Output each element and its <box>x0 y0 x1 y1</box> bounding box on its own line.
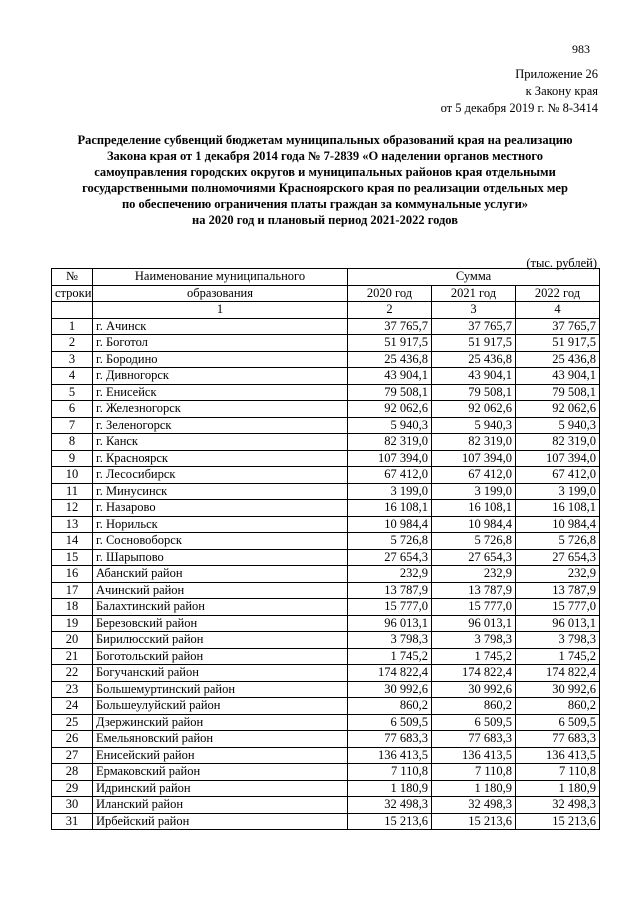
row-value-2021: 10 984,4 <box>432 516 516 533</box>
row-value-2021: 6 509,5 <box>432 714 516 731</box>
row-value-2022: 32 498,3 <box>516 797 600 814</box>
row-value-2021: 67 412,0 <box>432 467 516 484</box>
table-row <box>52 632 600 649</box>
table-row <box>52 615 600 632</box>
row-value-2020: 107 394,0 <box>348 450 432 467</box>
row-value-2021: 3 199,0 <box>432 483 516 500</box>
row-value-2022: 15 777,0 <box>516 599 600 616</box>
row-value-2020: 30 992,6 <box>348 681 432 698</box>
page-number: 983 <box>572 42 590 56</box>
row-municipality-name: Дзержинский район <box>93 714 348 731</box>
row-number: 28 <box>52 764 93 781</box>
row-value-2021: 96 013,1 <box>432 615 516 632</box>
row-value-2020: 15 777,0 <box>348 599 432 616</box>
row-value-2020: 15 213,6 <box>348 813 432 830</box>
row-value-2021: 32 498,3 <box>432 797 516 814</box>
table-row <box>52 813 600 830</box>
row-number: 25 <box>52 714 93 731</box>
row-municipality-name: Березовский район <box>93 615 348 632</box>
row-value-2020: 43 904,1 <box>348 368 432 385</box>
row-municipality-name: Большеулуйский район <box>93 698 348 715</box>
row-municipality-name: Иланский район <box>93 797 348 814</box>
row-number: 22 <box>52 665 93 682</box>
title-line: на 2020 год и плановый период 2021-2022 годов <box>192 213 458 227</box>
row-value-2021: 860,2 <box>432 698 516 715</box>
table-row <box>52 483 600 500</box>
row-municipality-name: Ачинский район <box>93 582 348 599</box>
row-value-2020: 67 412,0 <box>348 467 432 484</box>
row-number: 20 <box>52 632 93 649</box>
row-value-2021: 51 917,5 <box>432 335 516 352</box>
row-value-2020: 1 180,9 <box>348 780 432 797</box>
row-number: 7 <box>52 417 93 434</box>
row-value-2021: 15 777,0 <box>432 599 516 616</box>
row-value-2022: 96 013,1 <box>516 615 600 632</box>
row-value-2022: 10 984,4 <box>516 516 600 533</box>
row-municipality-name: г. Енисейск <box>93 384 348 401</box>
row-number: 29 <box>52 780 93 797</box>
table-row <box>52 797 600 814</box>
row-value-2022: 51 917,5 <box>516 335 600 352</box>
col-header-year-2022: 2022 год <box>516 285 600 302</box>
row-number: 13 <box>52 516 93 533</box>
row-value-2022: 6 509,5 <box>516 714 600 731</box>
row-municipality-name: г. Норильск <box>93 516 348 533</box>
row-value-2022: 15 213,6 <box>516 813 600 830</box>
title-line: самоуправления городских округов и муниципальных районов края отдельными <box>94 165 556 179</box>
row-value-2020: 82 319,0 <box>348 434 432 451</box>
row-number: 17 <box>52 582 93 599</box>
row-value-2022: 30 992,6 <box>516 681 600 698</box>
row-value-2022: 82 319,0 <box>516 434 600 451</box>
appendix-title: Приложение 26 <box>515 67 598 81</box>
row-municipality-name: г. Боготол <box>93 335 348 352</box>
row-value-2022: 232,9 <box>516 566 600 583</box>
row-number: 12 <box>52 500 93 517</box>
row-value-2022: 3 798,3 <box>516 632 600 649</box>
table-row <box>52 351 600 368</box>
row-value-2022: 7 110,8 <box>516 764 600 781</box>
row-value-2021: 79 508,1 <box>432 384 516 401</box>
row-value-2021: 136 413,5 <box>432 747 516 764</box>
row-value-2021: 15 213,6 <box>432 813 516 830</box>
row-value-2021: 1 180,9 <box>432 780 516 797</box>
row-number: 24 <box>52 698 93 715</box>
col-number-1: 1 <box>93 302 348 319</box>
table-row <box>52 417 600 434</box>
row-value-2022: 77 683,3 <box>516 731 600 748</box>
table-row <box>52 450 600 467</box>
table-row <box>52 467 600 484</box>
row-value-2020: 96 013,1 <box>348 615 432 632</box>
row-number: 16 <box>52 566 93 583</box>
row-value-2021: 82 319,0 <box>432 434 516 451</box>
row-number: 15 <box>52 549 93 566</box>
row-value-2021: 77 683,3 <box>432 731 516 748</box>
row-value-2021: 232,9 <box>432 566 516 583</box>
col-header-year-2020: 2020 год <box>348 285 432 302</box>
col-header-num-cont: строки <box>52 285 93 302</box>
row-value-2020: 37 765,7 <box>348 318 432 335</box>
table-row <box>52 780 600 797</box>
row-value-2020: 92 062,6 <box>348 401 432 418</box>
title-line: Закона края от 1 декабря 2014 года № 7-2839 «О наделении органов местного <box>106 149 544 163</box>
row-value-2021: 5 726,8 <box>432 533 516 550</box>
col-header-name: Наименование муниципального <box>93 269 348 286</box>
row-municipality-name: Бирилюсский район <box>93 632 348 649</box>
row-number: 11 <box>52 483 93 500</box>
table-row <box>52 335 600 352</box>
table-row <box>52 533 600 550</box>
row-municipality-name: Ермаковский район <box>93 764 348 781</box>
table-row <box>52 714 600 731</box>
row-value-2021: 37 765,7 <box>432 318 516 335</box>
row-value-2022: 43 904,1 <box>516 368 600 385</box>
row-value-2020: 232,9 <box>348 566 432 583</box>
row-number: 21 <box>52 648 93 665</box>
row-municipality-name: Большемуртинский район <box>93 681 348 698</box>
row-value-2020: 174 822,4 <box>348 665 432 682</box>
table-row <box>52 516 600 533</box>
row-number: 27 <box>52 747 93 764</box>
row-value-2022: 67 412,0 <box>516 467 600 484</box>
col-header-name-cont: образования <box>93 285 348 302</box>
table-row <box>52 698 600 715</box>
row-value-2022: 5 940,3 <box>516 417 600 434</box>
row-value-2020: 5 726,8 <box>348 533 432 550</box>
row-municipality-name: г. Бородино <box>93 351 348 368</box>
table-row <box>52 665 600 682</box>
row-value-2021: 7 110,8 <box>432 764 516 781</box>
row-number: 23 <box>52 681 93 698</box>
row-number: 9 <box>52 450 93 467</box>
row-value-2020: 6 509,5 <box>348 714 432 731</box>
row-municipality-name: Балахтинский район <box>93 599 348 616</box>
row-value-2021: 174 822,4 <box>432 665 516 682</box>
row-value-2022: 79 508,1 <box>516 384 600 401</box>
table-row <box>52 318 600 335</box>
row-value-2022: 5 726,8 <box>516 533 600 550</box>
row-municipality-name: Ирбейский район <box>93 813 348 830</box>
row-municipality-name: Абанский район <box>93 566 348 583</box>
row-value-2020: 13 787,9 <box>348 582 432 599</box>
row-number: 3 <box>52 351 93 368</box>
table-row <box>52 566 600 583</box>
col-number-blank <box>52 302 93 319</box>
row-value-2020: 3 199,0 <box>348 483 432 500</box>
col-number-3: 3 <box>432 302 516 319</box>
row-value-2020: 10 984,4 <box>348 516 432 533</box>
row-municipality-name: Богучанский район <box>93 665 348 682</box>
row-municipality-name: Боготольский район <box>93 648 348 665</box>
row-municipality-name: г. Ачинск <box>93 318 348 335</box>
row-value-2022: 16 108,1 <box>516 500 600 517</box>
row-municipality-name: г. Лесосибирск <box>93 467 348 484</box>
row-municipality-name: г. Дивногорск <box>93 368 348 385</box>
row-value-2021: 3 798,3 <box>432 632 516 649</box>
table-row <box>52 368 600 385</box>
row-number: 14 <box>52 533 93 550</box>
row-value-2022: 1 745,2 <box>516 648 600 665</box>
subvention-table <box>51 268 600 830</box>
row-number: 26 <box>52 731 93 748</box>
row-number: 18 <box>52 599 93 616</box>
row-value-2020: 1 745,2 <box>348 648 432 665</box>
row-number: 2 <box>52 335 93 352</box>
units-label: (тыс. рублей) <box>526 256 597 270</box>
col-number-2: 2 <box>348 302 432 319</box>
row-value-2022: 3 199,0 <box>516 483 600 500</box>
row-value-2020: 3 798,3 <box>348 632 432 649</box>
col-header-num: № <box>52 269 93 286</box>
row-value-2021: 25 436,8 <box>432 351 516 368</box>
row-municipality-name: г. Канск <box>93 434 348 451</box>
table-row <box>52 648 600 665</box>
row-value-2021: 5 940,3 <box>432 417 516 434</box>
row-municipality-name: Идринский район <box>93 780 348 797</box>
row-value-2021: 13 787,9 <box>432 582 516 599</box>
row-value-2020: 7 110,8 <box>348 764 432 781</box>
appendix-law-ref: к Закону края <box>525 84 598 98</box>
row-value-2021: 107 394,0 <box>432 450 516 467</box>
row-number: 10 <box>52 467 93 484</box>
row-value-2021: 30 992,6 <box>432 681 516 698</box>
row-number: 1 <box>52 318 93 335</box>
row-value-2022: 174 822,4 <box>516 665 600 682</box>
table-row <box>52 384 600 401</box>
row-value-2020: 136 413,5 <box>348 747 432 764</box>
row-municipality-name: г. Железногорск <box>93 401 348 418</box>
row-value-2021: 16 108,1 <box>432 500 516 517</box>
row-value-2022: 860,2 <box>516 698 600 715</box>
table-row <box>52 500 600 517</box>
row-value-2020: 5 940,3 <box>348 417 432 434</box>
row-value-2021: 1 745,2 <box>432 648 516 665</box>
row-value-2022: 107 394,0 <box>516 450 600 467</box>
col-header-year-2021: 2021 год <box>432 285 516 302</box>
row-value-2020: 79 508,1 <box>348 384 432 401</box>
row-value-2022: 1 180,9 <box>516 780 600 797</box>
row-value-2022: 25 436,8 <box>516 351 600 368</box>
table-row <box>52 599 600 616</box>
table-body <box>52 318 600 830</box>
row-municipality-name: г. Зеленогорск <box>93 417 348 434</box>
row-value-2020: 51 917,5 <box>348 335 432 352</box>
row-number: 31 <box>52 813 93 830</box>
title-line: Распределение субвенций бюджетам муниципальных образований края на реализацию <box>77 133 573 147</box>
col-number-4: 4 <box>516 302 600 319</box>
table-row <box>52 764 600 781</box>
table-row <box>52 401 600 418</box>
row-value-2022: 136 413,5 <box>516 747 600 764</box>
row-value-2022: 92 062,6 <box>516 401 600 418</box>
row-value-2020: 25 436,8 <box>348 351 432 368</box>
table-row <box>52 434 600 451</box>
row-value-2021: 92 062,6 <box>432 401 516 418</box>
row-value-2022: 37 765,7 <box>516 318 600 335</box>
row-value-2020: 77 683,3 <box>348 731 432 748</box>
table-row <box>52 681 600 698</box>
row-municipality-name: г. Шарыпово <box>93 549 348 566</box>
row-number: 19 <box>52 615 93 632</box>
table-row <box>52 582 600 599</box>
appendix-date: от 5 декабря 2019 г. № 8-3414 <box>440 101 598 115</box>
row-municipality-name: г. Минусинск <box>93 483 348 500</box>
row-municipality-name: г. Сосновоборск <box>93 533 348 550</box>
col-header-sum: Сумма <box>348 269 600 286</box>
table-row <box>52 731 600 748</box>
row-value-2021: 43 904,1 <box>432 368 516 385</box>
row-number: 30 <box>52 797 93 814</box>
title-line: государственными полномочиями Красноярского края по реализации отдельных мер <box>82 181 568 195</box>
row-municipality-name: Енисейский район <box>93 747 348 764</box>
row-municipality-name: Емельяновский район <box>93 731 348 748</box>
row-value-2020: 32 498,3 <box>348 797 432 814</box>
row-value-2020: 860,2 <box>348 698 432 715</box>
row-value-2020: 27 654,3 <box>348 549 432 566</box>
document-title <box>40 132 610 228</box>
row-value-2021: 27 654,3 <box>432 549 516 566</box>
row-number: 4 <box>52 368 93 385</box>
table-row <box>52 747 600 764</box>
row-value-2022: 13 787,9 <box>516 582 600 599</box>
title-line: по обеспечению ограничения платы граждан за коммунальные услуги» <box>121 197 529 211</box>
row-value-2020: 16 108,1 <box>348 500 432 517</box>
row-municipality-name: г. Назарово <box>93 500 348 517</box>
row-number: 6 <box>52 401 93 418</box>
row-value-2022: 27 654,3 <box>516 549 600 566</box>
row-municipality-name: г. Красноярск <box>93 450 348 467</box>
table-row <box>52 549 600 566</box>
row-number: 5 <box>52 384 93 401</box>
row-number: 8 <box>52 434 93 451</box>
